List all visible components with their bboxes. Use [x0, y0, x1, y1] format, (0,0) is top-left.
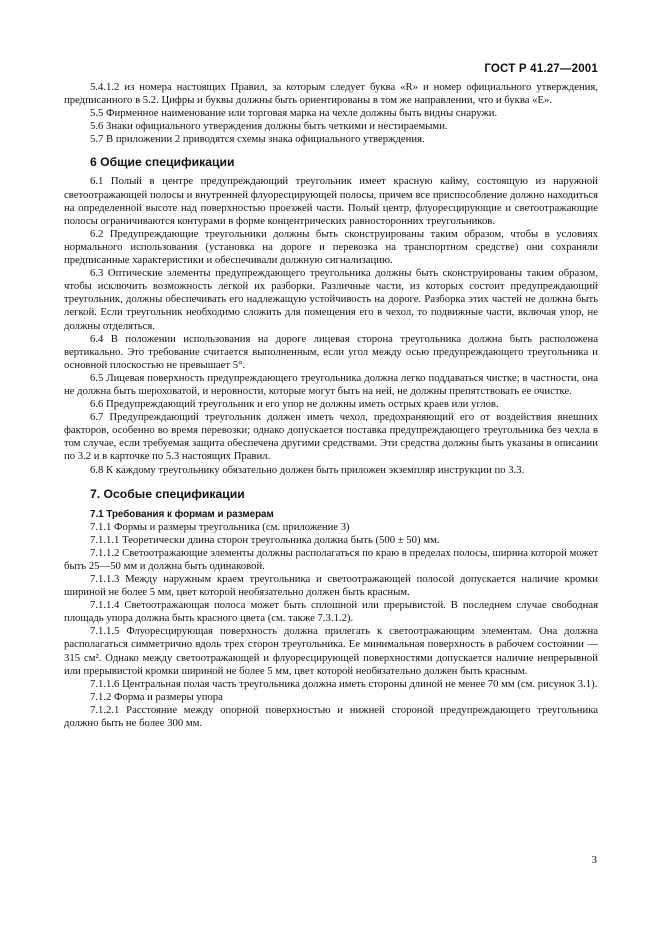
paragraph-6-2: 6.2 Предупреждающие треугольники должны быть сконструированы таким образом, чтобы в условиях нормального использования (установка на дороге и перевозка на транспортном средстве) они сохраняли предписанные характеристики и обеспечивали должную сигнализацию. [64, 227, 598, 267]
paragraph-7-1-1-6: 7.1.1.6 Центральная полая часть треугольника должна иметь стороны длиной не менее 70 мм (см. рисунок 3.1). [90, 677, 598, 690]
paragraph-6-3: 6.3 Оптические элементы предупреждающего треугольника должны быть сконструированы таким образом, чтобы исключить возможность легкой их разборки. Различные части, из которых состоит предупреждающий треугольник, должны обеспечивать его надлежащую устойчивость на дороге. Разборка этих частей не должна быть легкой. Если треугольник необходимо сложить для помещения его в чехол, то подвижные части, включая упор, не должны отделяться. [64, 267, 598, 332]
section-6-heading: 6 Общие спецификации [90, 155, 235, 170]
paragraph-7-1-2: 7.1.2 Форма и размеры упора [90, 690, 223, 703]
paragraph-7-1-1-1: 7.1.1.1 Теоретически длина сторон треугольника должна быть (500 ± 50) мм. [90, 533, 440, 546]
paragraph-5-4-1-2: 5.4.1.2 из номера настоящих Правил, за которым следует буква «R» и номер официального утверждения, предписанного в 5.2. Цифры и буквы должны быть ориентированы в том же направлении, что и буква «Е». [64, 81, 598, 107]
document-body [64, 81, 598, 730]
page-number: 3 [591, 854, 597, 866]
standard-header: ГОСТ Р 41.27—2001 [484, 63, 598, 75]
paragraph-7-1-1-4: 7.1.1.4 Светоотражающая полоса может быть сплошной или прерывистой. В последнем случае свободная площадь упора должна быть красного цвета (см. также 7.3.1.2). [64, 599, 598, 625]
paragraph-5-6: 5.6 Знаки официального утверждения должны быть четкими и нестираемыми. [90, 120, 448, 133]
paragraph-6-5: 6.5 Лицевая поверхность предупреждающего треугольника должна легко поддаваться чистке; в частности, она не должна быть шероховатой, и неровности, которые могут быть на ней, не должны препятствовать ее очистке. [64, 371, 598, 397]
paragraph-6-8: 6.8 К каждому треугольнику обязательно должен быть приложен экземпляр инструкции по 3.3. [90, 463, 525, 476]
paragraph-5-7: 5.7 В приложении 2 приводятся схемы знака официального утверждения. [90, 133, 425, 146]
paragraph-7-1-1-2: 7.1.1.2 Светоотражающие элементы должны располагаться по краю в пределах полосы, ширина которой может быть 25—50 мм и должна быть одинаковой. [64, 546, 598, 572]
paragraph-7-1-1: 7.1.1 Формы и размеры треугольника (см. приложение 3) [90, 520, 350, 533]
paragraph-6-6: 6.6 Предупреждающий треугольник и его упор не должны иметь острых краев или углов. [90, 398, 499, 411]
subsection-7-1-heading: 7.1 Требования к формам и размерам [90, 508, 274, 520]
paragraph-6-7: 6.7 Предупреждающий треугольник должен иметь чехол, предохраняющий его от воздействия внешних факторов, особенно во время перевозки; однако допускается поставка предупреждающего треугольника без чехла в том случае, если требуемая защита обеспечена другими средствами. Эти средства должны быть указаны в описании по 3.2 и в карточке по 5.3 настоящих Правил. [64, 411, 598, 463]
paragraph-7-1-2-1: 7.1.2.1 Расстояние между опорной поверхностью и нижней стороной предупреждающего треугольника должно быть не более 300 мм. [64, 703, 598, 730]
paragraph-7-1-1-3: 7.1.1.3 Между наружным краем треугольника и светоотражающей полосой допускается наличие кромки шириной не более 5 мм, цвет которой необязательно должен быть красным. [64, 573, 598, 599]
paragraph-6-4: 6.4 В положении использования на дороге лицевая сторона треугольника должна быть расположена вертикально. Это требование считается выполненным, если угол между осью предупреждающего треугольника и основной плоскостью не превышает 5°. [64, 332, 598, 371]
paragraph-7-1-1-5: 7.1.1.5 Флуоресцирующая поверхность должна прилегать к светоотражающим элементам. Она должна располагаться симметрично вдоль трех сторон треугольника. Ее минимальная поверхность в рабочем состоянии — 315 см². Однако между светоотражающей и флуоресцирующей поверхностями допускается наличие непрерывной или прерывистой кромки шириной не более 5 мм, цвет которой необязательно должен быть красным. [64, 625, 598, 677]
paragraph-6-1: 6.1 Полый в центре предупреждающий треугольник имеет красную кайму, состоящую из наружной светоотражающей полосы и внутренней флуоресцирующей полосы, причем все приспособление должно находиться на определенной высоте над поверхностью проезжей части. Полый центр, флуоресцирующие и светоотражающие полосы ограничиваются контурами в форме концентрических равносторонних треугольников. [64, 175, 598, 227]
paragraph-5-5: 5.5 Фирменное наименование или торговая марка на чехле должны быть видны снаружи. [90, 107, 498, 120]
section-7-heading: 7. Особые спецификации [90, 486, 245, 501]
